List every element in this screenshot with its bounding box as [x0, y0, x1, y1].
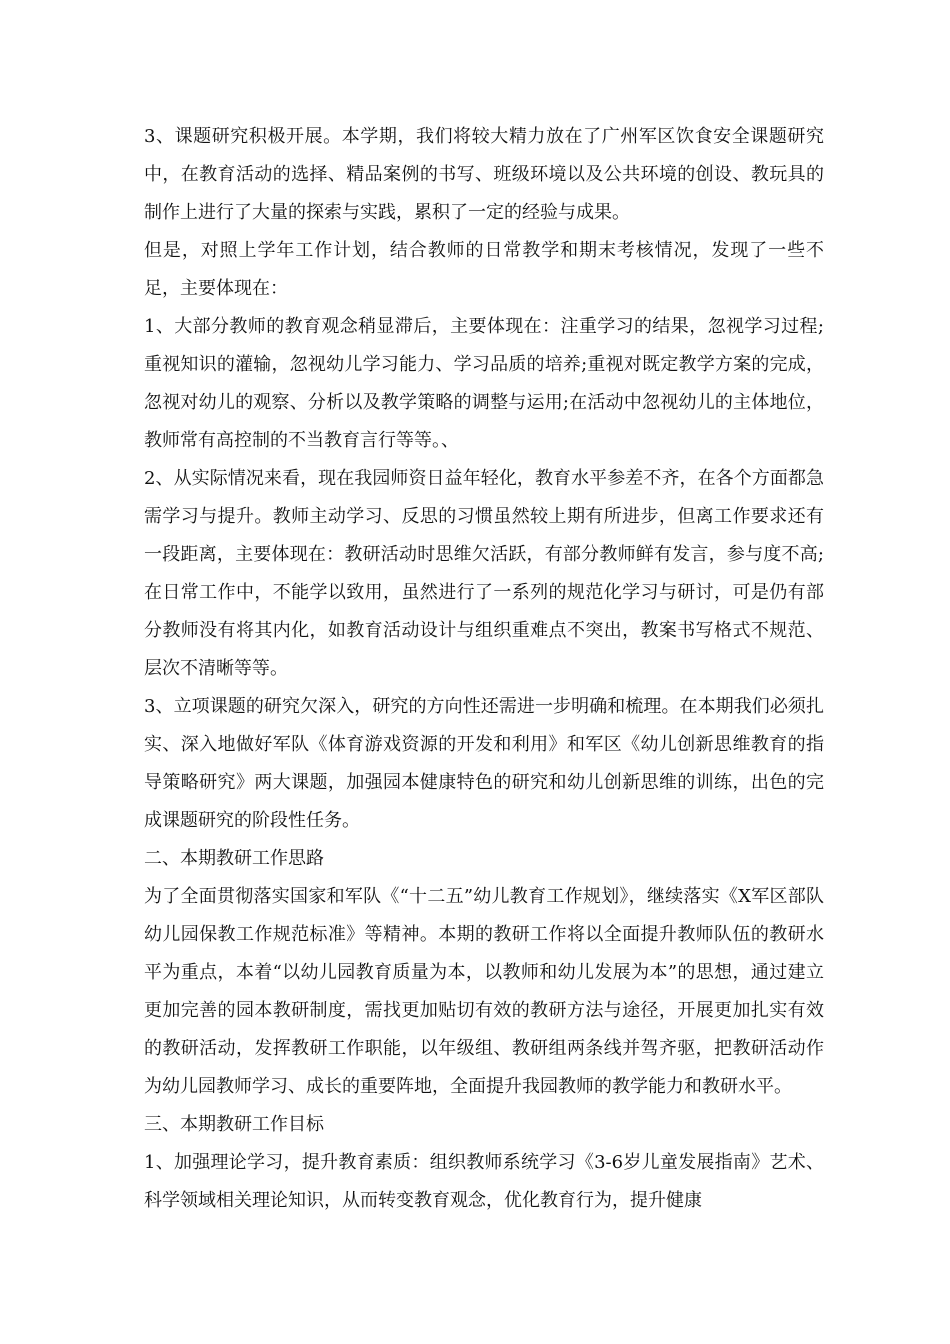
paragraph-shortcoming-2: 2、从实际情况来看，现在我园师资日益年轻化，教育水平参差不齐，在各个方面都急需学习与提升。教师主动学习、反思的习惯虽然较上期有所进步，但离工作要求还有一段距离，主要体现在：教研活动时思维欠活跃，有部分教师鲜有发言，参与度不高;在日常工作中，不能学以致用，虽然进行了一系列的规范化学习与研讨，可是仍有部分教师没有将其内化，如教育活动设计与组织重难点不突出，教案书写格式不规范、层次不清晰等等。: [144, 468, 824, 679]
paragraph-shortcoming-1: 1、大部分教师的教育观念稍显滞后，主要体现在：注重学习的结果，忽视学习过程;重视知识的灌输，忽视幼儿学习能力、学习品质的培养;重视对既定教学方案的完成，忽视对幼儿的观察、分析以及教学策略的调整与运用;在活动中忽视幼儿的主体地位，教师常有高控制的不当教育言行等等。、: [144, 316, 824, 451]
paragraph-shortcoming-3: 3、立项课题的研究欠深入，研究的方向性还需进一步明确和梳理。在本期我们必须扎实、深入地做好军队《体育游戏资源的开发和利用》和军区《幼儿创新思维教育的指导策略研究》两大课题，加强园本健康特色的研究和幼儿创新思维的训练，出色的完成课题研究的阶段性任务。: [144, 696, 824, 831]
document-body: [144, 118, 824, 1220]
section-heading-work-ideas: 二、本期教研工作思路: [144, 848, 324, 869]
section-heading-work-goals: 三、本期教研工作目标: [144, 1114, 324, 1135]
paragraph-shortcomings-intro: 但是，对照上学年工作计划，结合教师的日常教学和期末考核情况，发现了一些不足，主要体现在：: [144, 240, 824, 299]
paragraph-goal-1: 1、加强理论学习，提升教育素质：组织教师系统学习《3-6岁儿童发展指南》艺术、科学领域相关理论知识，从而转变教育观念，优化教育行为，提升健康: [144, 1152, 824, 1211]
paragraph-research-progress: 3、课题研究积极开展。本学期，我们将较大精力放在了广州军区饮食安全课题研究中，在教育活动的选择、精品案例的书写、班级环境以及公共环境的创设、教玩具的制作上进行了大量的探索与实践，累积了一定的经验与成果。: [144, 126, 824, 223]
paragraph-work-ideas: 为了全面贯彻落实国家和军队《“十二五”幼儿教育工作规划》，继续落实《X军区部队幼儿园保教工作规范标准》等精神。本期的教研工作将以全面提升教师队伍的教研水平为重点，本着“以幼儿园教育质量为本，以教师和幼儿发展为本”的思想，通过建立更加完善的园本教研制度，需找更加贴切有效的教研方法与途径，开展更加扎实有效的教研活动，发挥教研工作职能，以年级组、教研组两条线并驾齐驱，把教研活动作为幼儿园教师学习、成长的重要阵地，全面提升我园教师的教学能力和教研水平。: [144, 886, 824, 1097]
